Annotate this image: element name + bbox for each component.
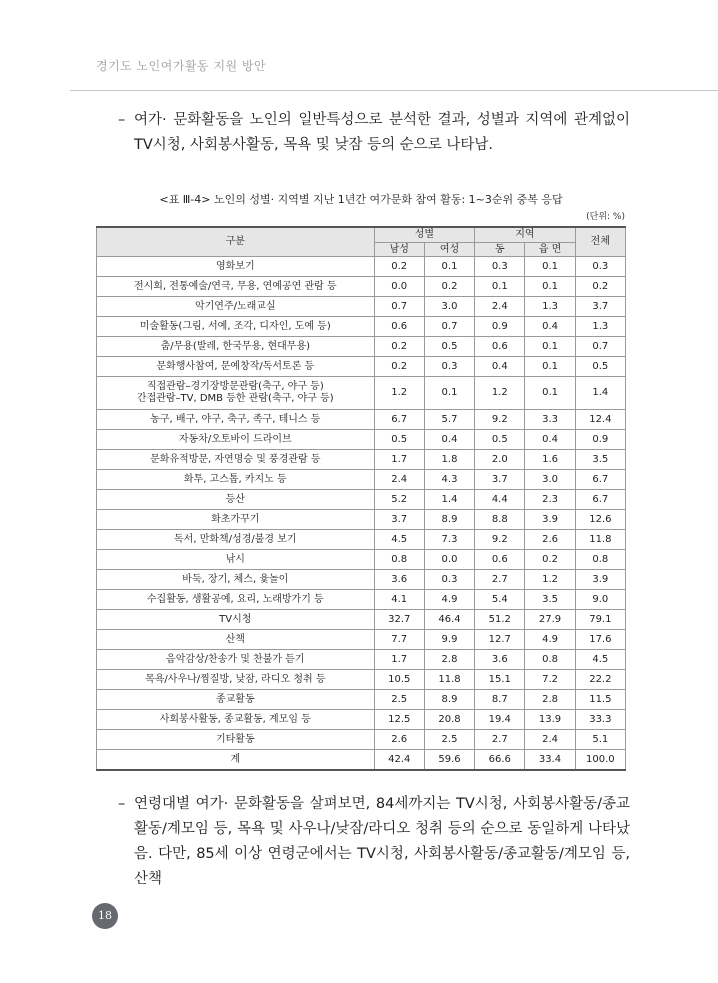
row-label-text: 종교활동 [215,693,255,705]
cell-value: 10.5 [374,670,424,690]
cell-value: 1.3 [575,317,625,337]
cell-value: 0.5 [475,430,525,450]
paragraph-1 [118,108,630,158]
row-label-text: 자동차/오토바이 드라이브 [178,433,292,445]
bullet-dash: – [118,796,126,812]
cell-value: 59.6 [424,750,474,771]
cell-value: 0.0 [374,277,424,297]
header-gender: 성별 [374,227,475,243]
paragraph-1-text: 여가· 문화활동을 노인의 일반특성으로 분석한 결과, 성별과 지역에 관계없이 TV시청, 사회봉사활동, 목욕 및 낮잠 등의 순으로 나타남. [134,112,630,153]
cell-value: 0.1 [525,377,575,410]
cell-value: 22.2 [575,670,625,690]
cell-value: 4.5 [374,530,424,550]
row-label-text: 영화보기 [215,260,255,272]
table-row [97,410,626,430]
cell-value: 2.6 [525,530,575,550]
cell-value: 7.7 [374,630,424,650]
cell-value: 11.8 [575,530,625,550]
cell-value: 4.9 [525,630,575,650]
cell-value: 4.9 [424,590,474,610]
row-label [97,317,375,337]
table-row [97,730,626,750]
row-label [97,257,375,277]
cell-value: 5.4 [475,590,525,610]
cell-value: 3.5 [575,450,625,470]
cell-value: 2.8 [525,690,575,710]
cell-value: 1.7 [374,650,424,670]
table-row [97,450,626,470]
row-label-text-2: 간접관람–TV, DMB 등한 관람(축구, 야구 등) [136,393,334,404]
cell-value: 7.3 [424,530,474,550]
cell-value: 3.6 [374,570,424,590]
cell-value: 1.3 [525,297,575,317]
table-row [97,430,626,450]
cell-value: 19.4 [475,710,525,730]
header-total: 전체 [575,227,625,257]
table-row [97,377,626,410]
header-dong: 동 [475,243,525,257]
cell-value: 0.1 [525,277,575,297]
table-row [97,277,626,297]
cell-value: 12.4 [575,410,625,430]
cell-value: 42.4 [374,750,424,771]
cell-value: 9.2 [475,530,525,550]
cell-value: 4.3 [424,470,474,490]
cell-value: 32.7 [374,610,424,630]
cell-value: 1.7 [374,450,424,470]
row-label-text: 목욕/사우나/찜질방, 낮잠, 라디오 청취 등 [145,673,326,685]
table-row [97,590,626,610]
cell-value: 13.9 [525,710,575,730]
cell-value: 1.2 [475,377,525,410]
table-row [97,630,626,650]
row-label-text: 춤/무용(발레, 한국무용, 현대무용) [160,340,311,352]
cell-value: 5.1 [575,730,625,750]
table-row [97,510,626,530]
row-label-text: 독서, 만화책/성경/불경 보기 [174,533,297,545]
cell-value: 2.5 [424,730,474,750]
cell-value: 1.2 [525,570,575,590]
table-row [97,570,626,590]
row-label-text: 기타활동 [215,733,255,745]
row-label-text: 문화유적방문, 자연명승 및 풍경관람 등 [150,453,321,465]
cell-value: 0.3 [424,357,474,377]
cell-value: 0.1 [424,377,474,410]
table-row [97,470,626,490]
row-label-text: 음악감상/찬송가 및 찬불가 듣기 [166,653,305,665]
cell-value: 6.7 [575,470,625,490]
cell-value: 0.7 [374,297,424,317]
cell-value: 6.7 [575,490,625,510]
cell-value: 66.6 [475,750,525,771]
cell-value: 51.2 [475,610,525,630]
cell-value: 8.7 [475,690,525,710]
activity-table [96,226,626,771]
paragraph-2 [118,792,630,892]
cell-value: 0.6 [475,550,525,570]
cell-value: 0.6 [374,317,424,337]
row-label [97,590,375,610]
cell-value: 3.5 [525,590,575,610]
row-label [97,650,375,670]
row-label [97,530,375,550]
table-row [97,550,626,570]
cell-value: 2.4 [475,297,525,317]
row-label [97,277,375,297]
header-eupmyeon: 읍 면 [525,243,575,257]
table-unit: (단위: %) [586,212,625,222]
cell-value: 2.4 [525,730,575,750]
row-label [97,470,375,490]
cell-value: 0.2 [374,257,424,277]
row-label-text: 화투, 고스톱, 카지노 등 [183,473,287,485]
running-header: 경기도 노인여가활동 지원 방안 [96,59,267,73]
cell-value: 0.5 [424,337,474,357]
cell-value: 15.1 [475,670,525,690]
table-row [97,530,626,550]
cell-value: 0.2 [575,277,625,297]
cell-value: 3.9 [575,570,625,590]
table-row [97,690,626,710]
table-row [97,670,626,690]
row-label-text: 바둑, 장기, 체스, 윷놀이 [182,573,289,585]
row-label [97,297,375,317]
cell-value: 0.0 [424,550,474,570]
cell-value: 4.1 [374,590,424,610]
cell-value: 0.5 [575,357,625,377]
cell-value: 100.0 [575,750,625,771]
cell-value: 20.8 [424,710,474,730]
row-label [97,510,375,530]
cell-value: 12.5 [374,710,424,730]
table-row [97,337,626,357]
cell-value: 3.7 [374,510,424,530]
cell-value: 0.8 [374,550,424,570]
cell-value: 5.2 [374,490,424,510]
table-row [97,357,626,377]
table-row [97,317,626,337]
cell-value: 2.5 [374,690,424,710]
table-caption: <표 Ⅲ-4> 노인의 성별· 지역별 지난 1년간 여가문화 참여 활동: 1~3순위 중복 응답 [159,193,563,206]
cell-value: 33.3 [575,710,625,730]
row-label [97,430,375,450]
row-label [97,610,375,630]
row-label-text: 직접관람–경기장방문관람(축구, 야구 등) [146,381,324,392]
row-label-text: 화초가꾸기 [211,513,260,525]
row-label [97,670,375,690]
table-row [97,710,626,730]
table-body [97,257,626,771]
table-row [97,610,626,630]
cell-value: 0.4 [424,430,474,450]
cell-value: 3.6 [475,650,525,670]
row-label [97,450,375,470]
cell-value: 0.4 [525,317,575,337]
header-female: 여성 [424,243,474,257]
cell-value: 0.1 [525,357,575,377]
cell-value: 1.2 [374,377,424,410]
cell-value: 0.2 [424,277,474,297]
row-label [97,570,375,590]
cell-value: 0.3 [575,257,625,277]
table-row [97,650,626,670]
cell-value: 3.0 [525,470,575,490]
row-label [97,710,375,730]
header-region: 지역 [475,227,576,243]
cell-value: 0.7 [424,317,474,337]
cell-value: 12.6 [575,510,625,530]
cell-value: 2.6 [374,730,424,750]
cell-value: 8.9 [424,690,474,710]
row-label-text: 악기연주/노래교실 [194,300,276,312]
cell-value: 0.9 [475,317,525,337]
row-label-text: 산책 [225,633,245,645]
cell-value: 2.7 [475,730,525,750]
cell-value: 0.8 [525,650,575,670]
cell-value: 2.7 [475,570,525,590]
cell-value: 4.5 [575,650,625,670]
cell-value: 3.3 [525,410,575,430]
cell-value: 1.6 [525,450,575,470]
cell-value: 8.8 [475,510,525,530]
row-label-text: 낚시 [225,553,245,565]
cell-value: 0.8 [575,550,625,570]
cell-value: 0.6 [475,337,525,357]
header-category: 구분 [97,227,375,257]
row-label [97,357,375,377]
cell-value: 0.3 [475,257,525,277]
cell-value: 7.2 [525,670,575,690]
row-label [97,550,375,570]
row-label-text: 수집활동, 생활공예, 요리, 노래방가기 등 [146,593,324,605]
row-label [97,690,375,710]
cell-value: 46.4 [424,610,474,630]
row-label [97,630,375,650]
row-label [97,337,375,357]
cell-value: 3.7 [475,470,525,490]
cell-value: 1.4 [424,490,474,510]
cell-value: 0.2 [374,357,424,377]
paragraph-2-text: 연령대별 여가· 문화활동을 살펴보면, 84세까지는 TV시청, 사회봉사활동/종교활동/계모임 등, 목욕 및 사우나/낮잠/라디오 청취 등의 순으로 동일하게 나타났음. 다만, 85세 이상 연령군에서는 TV시청, 사회봉사활동/종교활동/계모임 등, 산책 [134,796,630,887]
table-row [97,297,626,317]
row-label-text: 계 [230,753,241,765]
row-label [97,730,375,750]
row-label-text: TV시청 [219,613,252,625]
cell-value: 3.7 [575,297,625,317]
row-label [97,490,375,510]
row-label-text: 사회봉사활동, 종교활동, 계모임 등 [159,713,311,725]
cell-value: 6.7 [374,410,424,430]
cell-value: 11.5 [575,690,625,710]
cell-value: 0.1 [475,277,525,297]
cell-value: 12.7 [475,630,525,650]
row-label-text: 미술활동(그림, 서예, 조각, 디자인, 도예 등) [139,320,331,332]
cell-value: 0.4 [525,430,575,450]
row-label [97,377,375,410]
cell-value: 9.0 [575,590,625,610]
cell-value: 1.4 [575,377,625,410]
row-label [97,410,375,430]
cell-value: 0.2 [525,550,575,570]
cell-value: 2.4 [374,470,424,490]
header-divider [70,90,718,91]
cell-value: 0.1 [525,257,575,277]
cell-value: 9.9 [424,630,474,650]
row-label-text: 전시회, 전통예술/연극, 무용, 연예공연 관람 등 [133,280,337,292]
cell-value: 0.5 [374,430,424,450]
row-label-text: 문화행사참여, 문예창작/독서토론 등 [156,360,315,372]
cell-value: 1.8 [424,450,474,470]
cell-value: 3.9 [525,510,575,530]
cell-value: 0.7 [575,337,625,357]
cell-value: 8.9 [424,510,474,530]
row-label-text: 등산 [225,493,245,505]
cell-value: 5.7 [424,410,474,430]
cell-value: 33.4 [525,750,575,771]
cell-value: 2.3 [525,490,575,510]
cell-value: 0.1 [424,257,474,277]
cell-value: 0.1 [525,337,575,357]
cell-value: 0.3 [424,570,474,590]
cell-value: 0.9 [575,430,625,450]
cell-value: 11.8 [424,670,474,690]
cell-value: 27.9 [525,610,575,630]
row-label [97,750,375,771]
row-label-text: 농구, 배구, 야구, 축구, 족구, 테니스 등 [150,413,321,425]
cell-value: 0.4 [475,357,525,377]
bullet-dash: – [118,112,126,128]
table-row [97,750,626,771]
cell-value: 17.6 [575,630,625,650]
cell-value: 2.0 [475,450,525,470]
cell-value: 4.4 [475,490,525,510]
table-row [97,257,626,277]
page-number: 18 [92,903,118,929]
cell-value: 0.2 [374,337,424,357]
cell-value: 2.8 [424,650,474,670]
cell-value: 9.2 [475,410,525,430]
cell-value: 3.0 [424,297,474,317]
table-row [97,490,626,510]
header-male: 남성 [374,243,424,257]
cell-value: 79.1 [575,610,625,630]
